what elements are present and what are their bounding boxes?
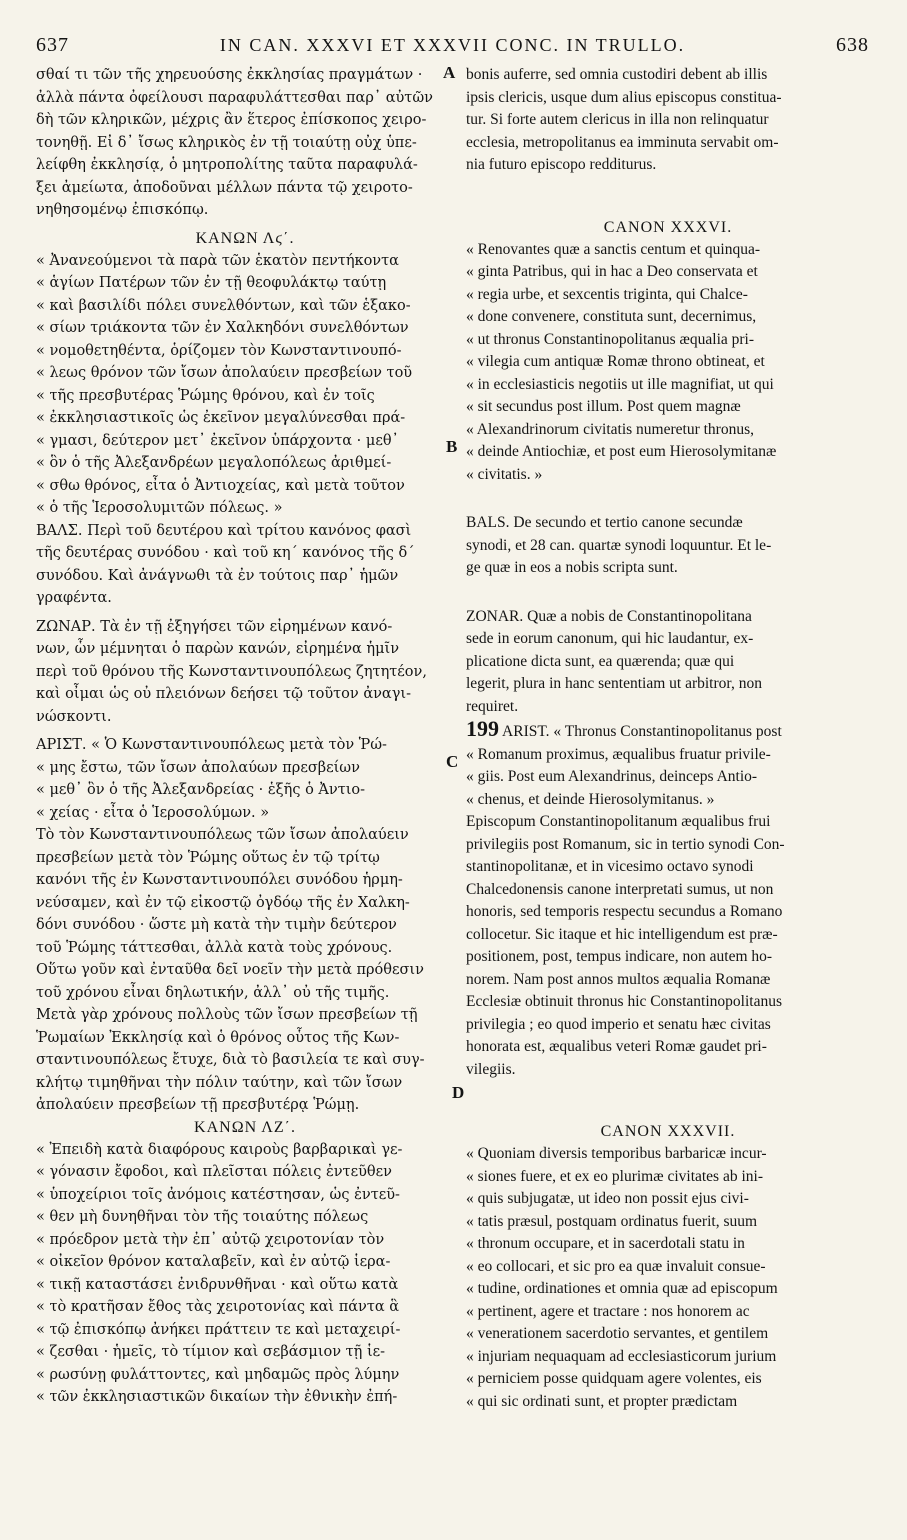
text-line: « siones fuere, et ex eo plurimæ civitates ab ini- xyxy=(466,1167,763,1185)
text-line: stantinopolitanæ, et in vicesimo octavo synodi xyxy=(466,858,754,875)
right-page-number: 638 xyxy=(836,33,869,56)
text-line: « σίων τριάκοντα τῶν ἐν Χαλκηδόνι συνελθόντων xyxy=(36,320,409,336)
text-line: « thronum occupare, et in sacerdotali statu in xyxy=(466,1235,745,1252)
text-line: « giis. Post eum Alexandrinus, deinceps Antio- xyxy=(466,768,758,785)
text-line: « pertinent, agere et tractare : nos honorem ac xyxy=(466,1302,750,1320)
text-line: Ecclesiæ obtinuit thronus hic Constantinopolitanus xyxy=(466,993,783,1010)
text-line: « ζεσθαι · ἡμεῖς, τὸ τίμιον καὶ σεβάσμιον τῇ ἱε- xyxy=(36,1344,386,1360)
text-line: norem. Nam post annos multos æqualia Romanæ xyxy=(466,970,771,988)
greek-column xyxy=(36,64,454,1409)
margin-letter-b: B xyxy=(446,437,458,456)
text-line: vilegiis. xyxy=(466,1060,516,1078)
text-line: καὶ οἶμαι ὡς οὐ πλειόνων δεήσει τῷ τοῦτον ἀναγι- xyxy=(36,686,411,702)
text-line: δὴ τῶν κληρικῶν, μέχρις ἂν ἕτερος ἐπίσκοπος χειρο- xyxy=(36,112,427,128)
text-line: legerit, plura in hanc sententiam ut arbitror, non xyxy=(466,675,762,692)
text-line: « πρόεδρον μετὰ τὴν ἐπ᾽ αὐτῷ χειροτονίαν τὸν xyxy=(36,1231,385,1248)
text-line: « ginta Patribus, qui in hac a Deo conservata et xyxy=(466,263,758,280)
text-line: « σθω θρόνος, εἶτα ὁ Ἀντιοχείας, καὶ μετὰ τοῦτον xyxy=(36,477,405,494)
text-line: bonis auferre, sed omnia custodiri debent ab illis xyxy=(466,66,768,83)
text-line: Ῥωμαίων Ἐκκλησίᾳ καὶ ὁ θρόνος οὗτος τῆς Κων- xyxy=(36,1029,400,1046)
text-line: « quis subjugatæ, ut ideo non possit ejus civi- xyxy=(466,1190,749,1207)
text-line: νώσκοντι. xyxy=(36,708,112,725)
text-line: ecclesia, metropolitanus ea imminuta servabit om- xyxy=(466,133,779,151)
text-line: νων, ὧν μέμνηται ὁ παρὼν κανών, εἰρημένα ἡμῖν xyxy=(36,641,400,657)
text-line: « γόνασιν ἔφοδοι, καὶ πλεῖσται πόλεις ἐντεῦθεν xyxy=(36,1164,392,1180)
text-line: « tudine, ordinationes et omnia quæ ad episcopum xyxy=(466,1280,778,1297)
text-line: « ρωσύνῃ φυλάττοντες, καὶ μηδαμῶς πρὸς λύμην xyxy=(36,1366,400,1383)
text-line: « ἁγίων Πατέρων τῶν ἐν τῇ θεοφυλάκτῳ ταύτῃ xyxy=(36,275,387,291)
text-line: νεύσαμεν, καὶ ἐν τῷ εἰκοστῷ ὀγδόῳ τῆς ἐν Χαλκη- xyxy=(36,894,410,911)
text-line: « vilegia cum antiquæ Romæ throno obtineat, et xyxy=(466,353,765,370)
text-line: « χείας · εἶτα ὁ Ἱεροσολύμων. » xyxy=(36,804,270,821)
latin-zonar-commentary xyxy=(466,606,870,719)
text-line: τονηθῇ. Εἰ δ᾽ ἴσως κληρικὸς ἐν τῇ τοιαύτῃ οὐχ ὑπε- xyxy=(36,134,417,151)
text-line: « τὸ κρατῆσαν ἔθος τὰς χειροτονίας καὶ πάντα ἃ xyxy=(36,1299,400,1315)
text-line: ΒΑΛΣ. Περὶ τοῦ δευτέρου καὶ τρίτου κανόνος φασὶ xyxy=(36,522,412,539)
margin-letter-d: D xyxy=(452,1083,465,1102)
text-line: κλήτῳ τιμηθῆναι τὴν πόλιν ταύτην, καὶ τῶν ἴσων xyxy=(36,1074,403,1091)
running-title: IN CAN. XXXVI ET XXXVII CONC. IN TRULLO. xyxy=(219,34,686,55)
text-line: ipsis clericis, usque dum alius episcopus constitua- xyxy=(466,88,782,106)
text-line: « eo collocari, et sic pro ea quæ invaluit consue- xyxy=(466,1257,766,1275)
text-line: « tatis præsul, postquam ordinatus fuerit, suum xyxy=(466,1212,758,1230)
greek-intro-paragraph xyxy=(36,64,454,222)
greek-arist-commentary xyxy=(36,734,454,1117)
text-line: νηθησομένῳ ἐπισκόπῳ. xyxy=(36,202,209,218)
text-line: τοῦ χρόνου εἶναι δηλωτικήν, ἀλλ᾽ οὐ τῆς τιμῆς. xyxy=(36,984,390,1001)
text-line: « perniciem posse quidquam agere volentes, eis xyxy=(466,1370,762,1387)
text-line: « οἰκεῖον θρόνον καταλαβεῖν, καὶ ἐν αὐτῷ ἱερα- xyxy=(36,1254,391,1270)
text-line: « civitatis. » xyxy=(466,465,543,483)
text-line: « done convenere, constituta sunt, decernimus, xyxy=(466,308,757,325)
text-line: « ὑποχείριοι τοῖς ἀνόμοις κατέστησαν, ὡς ἐντεῦ- xyxy=(36,1186,400,1203)
text-line: « γμασι, δεύτερον μετ᾽ ἐκεῖνον ὑπάρχοντα · μεθ᾽ xyxy=(36,432,399,449)
text-line: « injuriam nequaquam ad ecclesiasticorum jurium xyxy=(466,1347,777,1365)
text-line: « ἐκκλησιαστικοῖς ὡς ἐκεῖνον μεγαλύνεσθαι πρά- xyxy=(36,410,406,426)
text-line: « μης ἔστω, τῶν ἴσων ἀπολαύων πρεσβείων xyxy=(36,759,360,776)
text-line: « chenus, et deinde Hierosolymitanus. » xyxy=(466,790,715,808)
text-line: ξει ἀμείωτα, ἀποδοῦναι μέλλων πάντα τῷ χειροτο- xyxy=(36,179,413,196)
text-line: τῆς δευτέρας συνόδου · καὶ τοῦ κη΄ κανόνος τῆς δ΄ xyxy=(36,545,415,561)
greek-canon-36-text xyxy=(36,250,454,520)
latin-bals-commentary xyxy=(466,512,870,580)
text-line: « venerationem sacerdotio servantes, et gentilem xyxy=(466,1325,769,1342)
text-line: περὶ τοῦ θρόνου τῆς Κωνσταντινουπόλεως ζητητέον, xyxy=(36,663,427,680)
text-line: δόνι συνόδου · ὥστε μὴ κατὰ τὴν τιμὴν δεύτερον xyxy=(36,917,397,933)
column-number: 199 xyxy=(466,718,499,741)
text-line: σταντινουπόλεως ἔτυχε, διὰ τὸ βασιλεία τε καὶ συγ- xyxy=(36,1052,425,1068)
greek-canon-37-heading: ΚΑΝΩΝ ΛΖ΄. xyxy=(194,1118,296,1136)
text-line: λείφθη ἐκκλησίᾳ, ὁ μητροπολίτης ταῦτα παραφυλά- xyxy=(36,157,418,173)
text-line: πρεσβείων μετὰ τὸν Ῥώμης οὕτως ἐν τῷ τρίτῳ xyxy=(36,849,380,866)
text-line: honorata est, æqualibus veteri Romæ gaudet pri- xyxy=(466,1038,767,1055)
margin-letter-c: C xyxy=(446,752,459,771)
text-line: Οὕτω γοῦν καὶ ἐνταῦθα δεῖ νοεῖν τὴν μετὰ πρόθεσιν xyxy=(36,962,424,978)
text-line: « θεν μὴ δυνηθῆναι τὸν τῆς τοιαύτης πόλεως xyxy=(36,1209,369,1225)
text-line: « νομοθετηθέντα, ὁρίζομεν τὸν Κωνσταντινουπό- xyxy=(36,342,402,359)
text-line: σθαί τι τῶν τῆς χηρευούσης ἐκκλησίας πραγμάτων · xyxy=(36,67,423,83)
greek-zonar-commentary xyxy=(36,616,454,729)
text-line: requiret. xyxy=(466,697,519,715)
text-line: plicatione dicta sunt, ea quærenda; quæ qui xyxy=(466,652,735,670)
text-line: positionem, post, tempus indicare, non autem ho- xyxy=(466,948,773,965)
text-line: Μετὰ γὰρ χρόνους πολλοὺς τῶν ἴσων πρεσβείων τῇ xyxy=(36,1007,418,1023)
text-line: « ὁ τῆς Ἱεροσολυμιτῶν πόλεως. » xyxy=(36,500,283,516)
text-line: « Alexandrinorum civitatis numeretur thronus, xyxy=(466,420,754,438)
greek-bals-commentary xyxy=(36,520,454,610)
latin-canon-36-text xyxy=(466,239,870,487)
text-line: ZONAR. Quæ a nobis de Constantinopolitana xyxy=(466,607,752,625)
text-line: συνόδου. Καὶ ἀνάγνωθι τὰ ἐν τούτοις παρ᾽ ἡμῶν xyxy=(36,567,399,584)
text-line: « ut thronus Constantinopolitanus æqualia pri- xyxy=(466,330,755,348)
text-line: ΑΡΙΣΤ. « Ὁ Κωνσταντινουπόλεως μετὰ τὸν Ῥώ- xyxy=(36,737,387,753)
text-line: « ὃν ὁ τῆς Ἀλεξανδρέων μεγαλοπόλεως ἀριθμεί- xyxy=(36,455,392,471)
text-line: « μεθ᾽ ὃν ὁ τῆς Ἀλεξανδρείας · ἑξῆς ὁ Ἀντιο- xyxy=(36,782,366,798)
text-line: sede in eorum canonum, qui hic laudantur, ex- xyxy=(466,630,754,647)
latin-canon-36-heading: CANON XXXVI. xyxy=(603,218,733,236)
latin-arist-commentary xyxy=(466,744,870,1082)
text-line: « qui sic ordinati sunt, et propter prædictam xyxy=(466,1392,738,1410)
text-line: « regia urbe, et sexcentis triginta, qui Chalce- xyxy=(466,285,748,303)
text-line: « Renovantes quæ a sanctis centum et quinqua- xyxy=(466,240,761,258)
text-line: « καὶ βασιλίδι πόλει συνελθόντων, καὶ τῶν ἑξακο- xyxy=(36,297,411,314)
text-line: « Ἐπειδὴ κατὰ διαφόρους καιροὺς βαρβαρικαὶ γε- xyxy=(36,1141,403,1158)
margin-letter-a: A xyxy=(443,63,456,82)
latin-canon-37-text xyxy=(466,1143,870,1413)
text-line: γραφέντα. xyxy=(36,590,112,606)
latin-column xyxy=(466,64,870,1413)
text-line: τοῦ Ῥώμης τάττεσθαι, ἀλλὰ κατὰ τοὺς χρόνους. xyxy=(36,939,393,956)
text-line: Chalcedonensis canone interpretati sumus, ut non xyxy=(466,880,774,898)
page-header xyxy=(36,30,869,60)
text-line: « deinde Antiochiæ, et post eum Hierosolymitanæ xyxy=(466,443,777,460)
text-line: ἀπολαύειν πρεσβείων τῇ πρεσβυτέρᾳ Ῥώμῃ. xyxy=(36,1097,360,1113)
text-line: Τὸ τὸν Κωνσταντινουπόλεως τῶν ἴσων ἀπολαύειν xyxy=(36,827,409,843)
text-line: nia futuro episcopo redditurus. xyxy=(466,156,657,173)
greek-canon-36-heading: ΚΑΝΩΝ Λϛ΄. xyxy=(195,229,295,247)
latin-intro-paragraph xyxy=(466,64,870,177)
text-line: privilegia ; eo quod imperio et senatu hæc civitas xyxy=(466,1015,771,1033)
text-line: « τῆς πρεσβυτέρας Ῥώμης θρόνου, καὶ ἐν τοῖς xyxy=(36,387,375,404)
text-line: « τῷ ἐπισκόπῳ ἀνήκει πράττειν τε καὶ μεταχειρί- xyxy=(36,1321,401,1338)
text-line: ge quæ in eos a nobis scripta sunt. xyxy=(466,559,678,576)
text-line: ἀλλὰ πάντα ὀφείλουσι παραφυλάττεσθαι παρ᾽ αὐτῶν xyxy=(36,89,433,106)
text-line: « Quoniam diversis temporibus barbaricæ incur- xyxy=(466,1145,767,1162)
left-page-number: 637 xyxy=(36,33,69,56)
text-line: « τῶν ἐκκλησιαστικῶν δικαίων τὴν ἐθνικὴν ἐπή- xyxy=(36,1389,398,1405)
text-line: « sit secundus post illum. Post quem magnæ xyxy=(466,398,741,415)
text-line: BALS. De secundo et tertio canone secundæ xyxy=(466,514,743,531)
text-line: collocetur. Sic itaque et hic intelligendum est præ- xyxy=(466,925,778,943)
latin-arist-first-line: 199 ARIST. « Thronus Constantinopolitanus post xyxy=(466,718,782,741)
text-line: κανόνι τῆς ἐν Κωνσταντινουπόλει συνόδου ἡρμη- xyxy=(36,872,403,888)
text-line: Episcopum Constantinopolitanum æqualibus frui xyxy=(466,813,771,830)
text-line: « Romanum proximus, æqualibus fruatur privile- xyxy=(466,745,771,763)
text-line: synodi, et 28 can. quartæ synodi loquuntur. Et le- xyxy=(466,536,772,554)
text-line: « Ἀνανεούμενοι τὰ παρὰ τῶν ἑκατὸν πεντήκοντα xyxy=(36,252,399,269)
text-line: « λεως θρόνον τῶν ἴσων ἀπολαύειν πρεσβείων τοῦ xyxy=(36,365,413,381)
text-line: ΖΩΝΑΡ. Τὰ ἐν τῇ ἐξηγήσει τῶν εἰρημένων κανό- xyxy=(36,618,393,635)
latin-canon-37-heading: CANON XXXVII. xyxy=(600,1123,736,1140)
greek-canon-37-text xyxy=(36,1139,454,1409)
text-line: tur. Si forte autem clericus in illa non relinquatur xyxy=(466,111,769,128)
text-line: « τικῇ καταστάσει ἐνιδρυνθῆναι · καὶ οὕτω κατὰ xyxy=(36,1276,399,1293)
text-line: honoris, sed temporis respectu secundus a Romano xyxy=(466,903,783,920)
text-line: privilegiis post Romanum, sic in tertio synodi Con- xyxy=(466,835,785,853)
text-line: « in ecclesiasticis negotiis ut ille magnifiat, ut qui xyxy=(466,375,774,393)
